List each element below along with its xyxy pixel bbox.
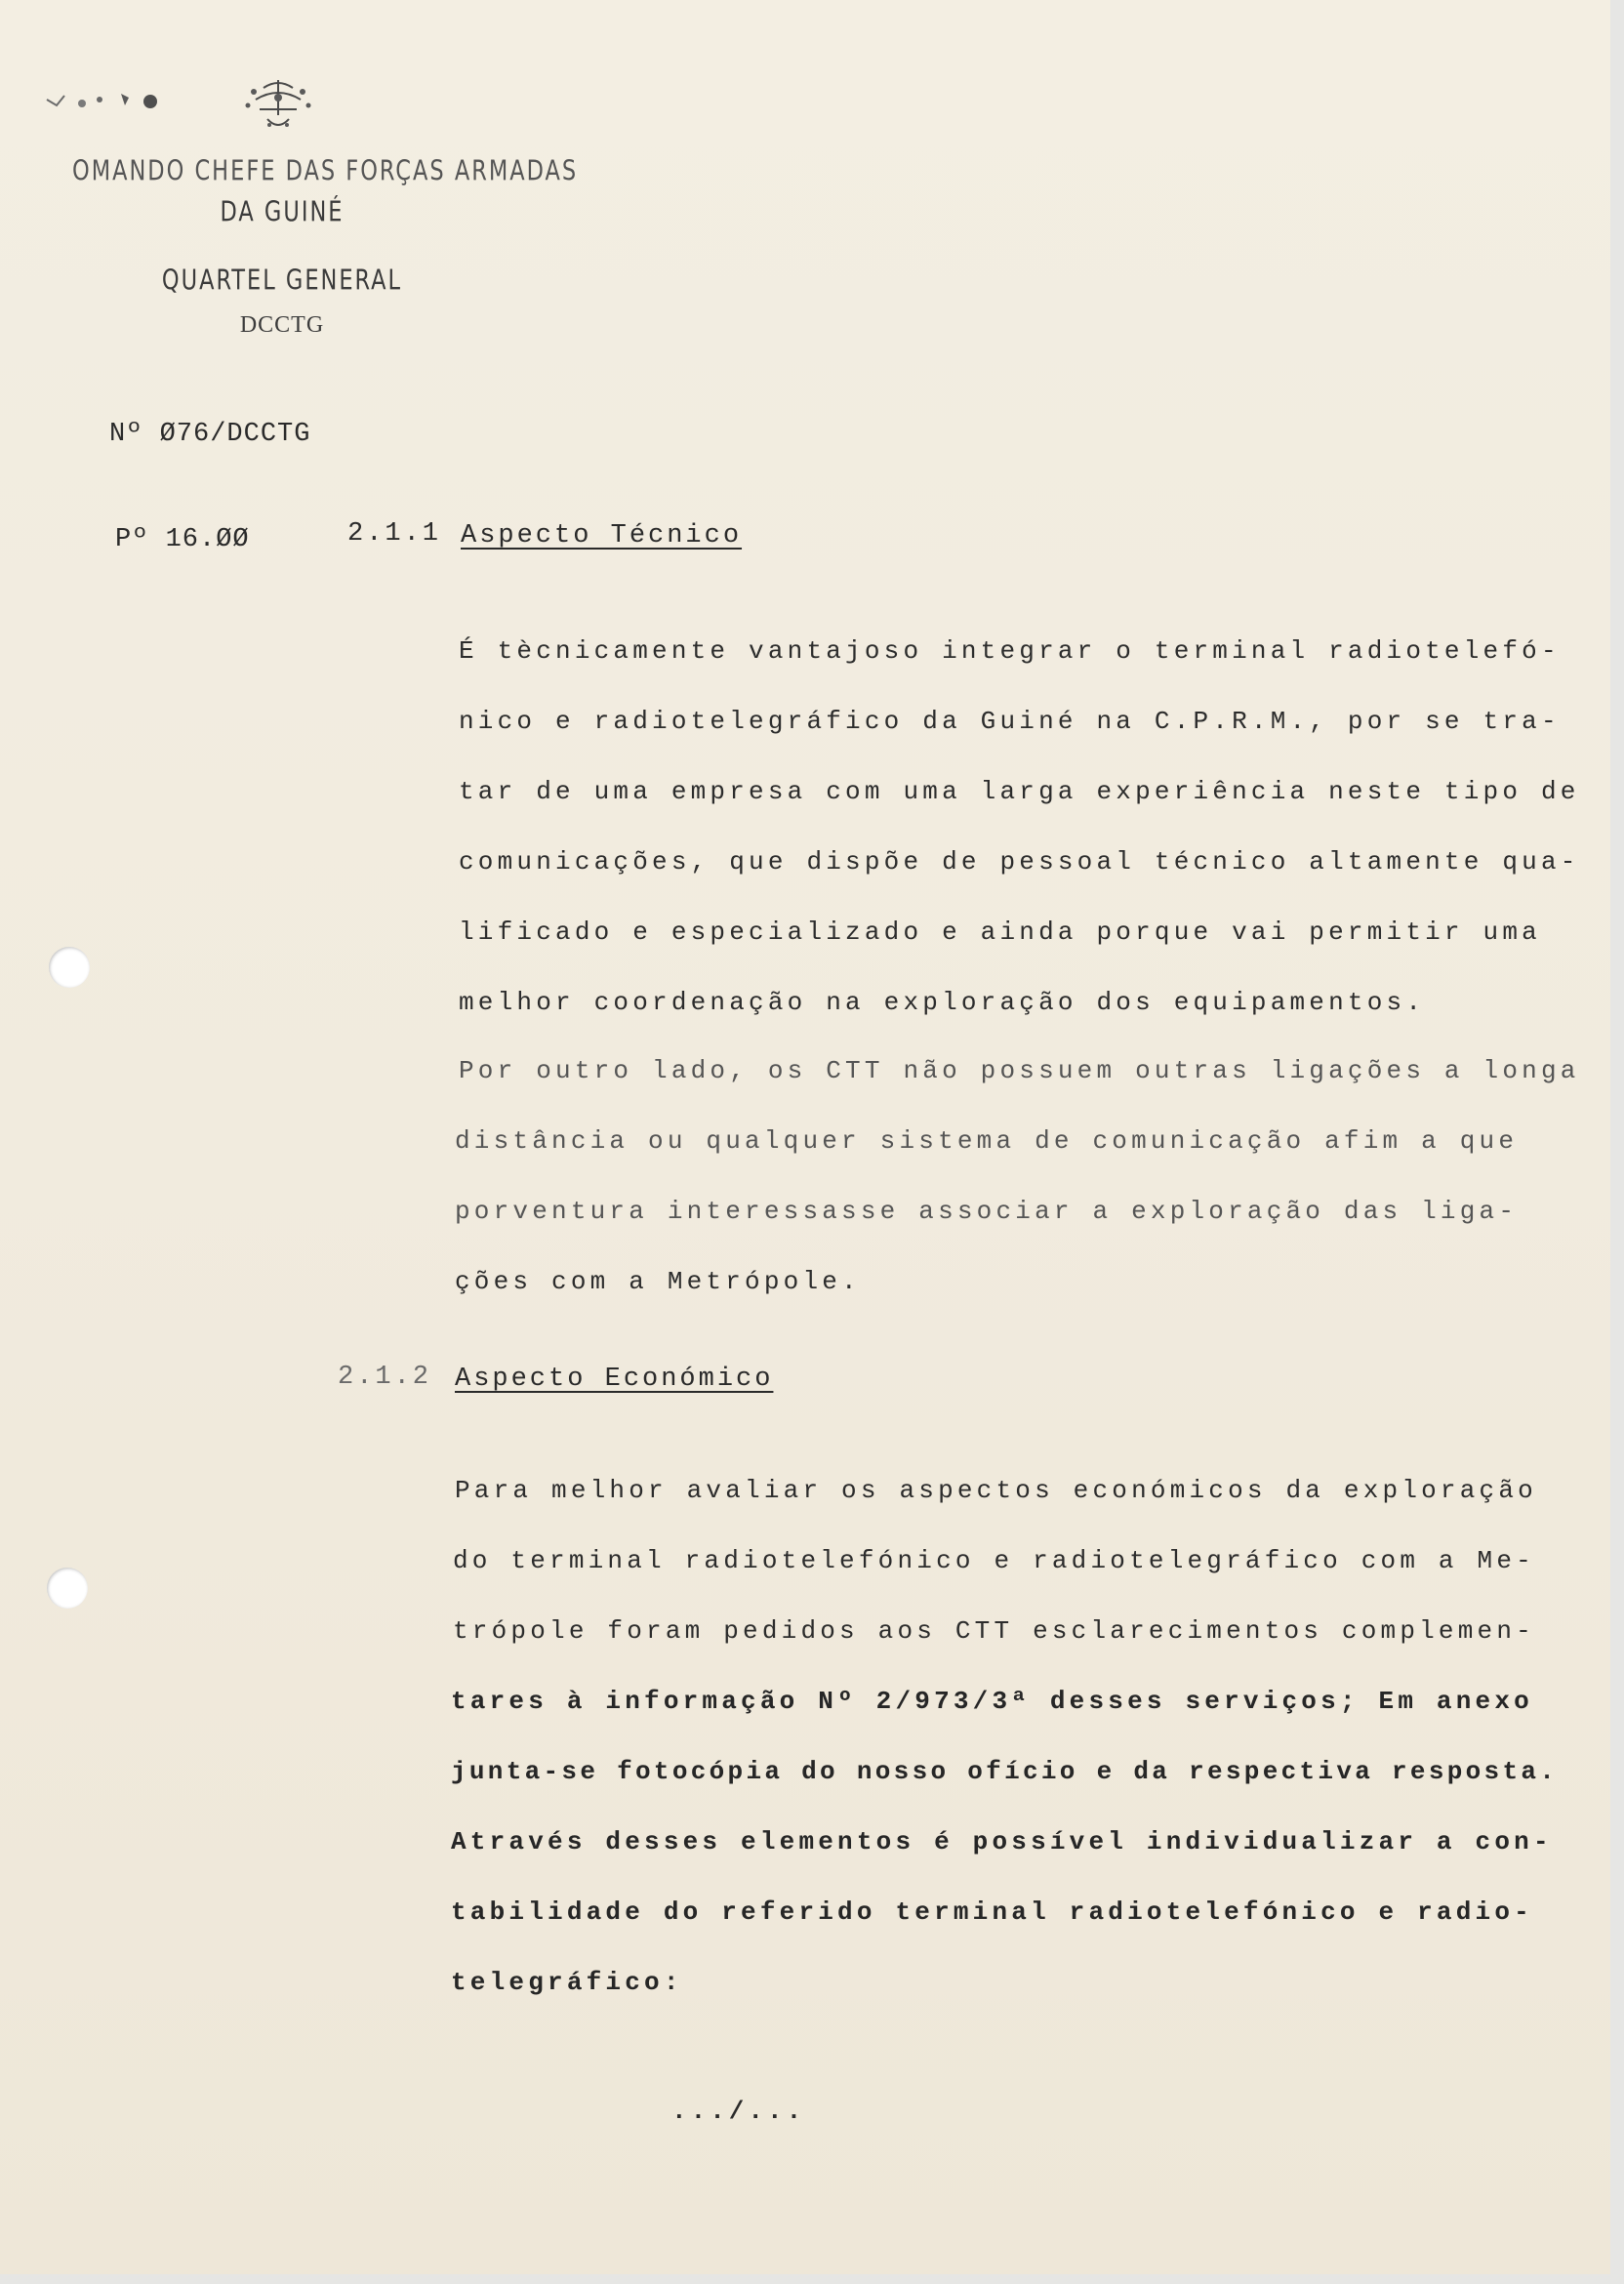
paragraph-line: Através desses elementos é possível individualizar a con- [451,1827,1553,1856]
scan-border-bottom [0,2274,1624,2284]
scan-border-right [1610,0,1624,2284]
punch-hole-bottom [47,1568,88,1609]
header-department: DCCTG [239,312,325,338]
header-region: DA GUINÉ [220,195,345,228]
paragraph-line: comunicações, que dispõe de pessoal técnico altamente qua- [459,847,1580,877]
paragraph-line: lificado e especializado e ainda porque vai permitir uma [459,918,1541,947]
paragraph-line: É tècnicamente vantajoso integrar o terminal radiotelefó- [459,636,1561,666]
paragraph-line: nico e radiotelegráfico da Guiné na C.P.R.M., por se tra- [459,707,1561,736]
paragraph-line: melhor coordenação na exploração dos equipamentos. [459,988,1426,1017]
paragraph-line: tar de uma empresa com uma larga experiência neste tipo de [459,777,1580,806]
punch-hole-top [49,947,90,988]
paragraph-line: telegráfico: [451,1968,683,1997]
paragraph-line: tares à informação Nº 2/973/3ª desses serviços; Em anexo [451,1687,1533,1716]
header-command: OMANDO CHEFE DAS FORÇAS ARMADAS [72,154,579,187]
section-number: 2.1.1 [347,519,442,549]
process-number: Pº 16.ØØ [115,525,250,554]
paragraph-line: Por outro lado, os CTT não possuem outras ligações a longa [459,1056,1580,1085]
stamp-mark-icon [43,86,170,115]
section-title: Aspecto Técnico [461,521,743,551]
paragraph-line: ções com a Metrópole. [455,1267,861,1296]
coat-of-arms-icon [234,76,322,137]
section-title: Aspecto Económico [455,1365,774,1394]
paragraph-line: trópole foram pedidos aos CTT esclarecimentos complemen- [453,1616,1535,1646]
paragraph-line: do terminal radiotelefónico e radiotelegráfico com a Me- [453,1546,1535,1575]
paragraph-line: Para melhor avaliar os aspectos económicos da exploração [455,1476,1537,1505]
reference-number: Nº Ø76/DCCTG [109,420,311,449]
paragraph-line: tabilidade do referido terminal radiotelefónico e radio- [451,1897,1533,1927]
page-continuation-mark: .../... [671,2097,806,2126]
paragraph-line: junta-se fotocópia do nosso ofício e da respectiva resposta. [451,1757,1559,1786]
header-headquarters: QUARTEL GENERAL [161,264,403,297]
paragraph-line: distância ou qualquer sistema de comunicação afim a que [455,1126,1519,1156]
section-number: 2.1.2 [338,1363,432,1392]
paragraph-line: porventura interessasse associar a exploração das liga- [455,1197,1519,1226]
